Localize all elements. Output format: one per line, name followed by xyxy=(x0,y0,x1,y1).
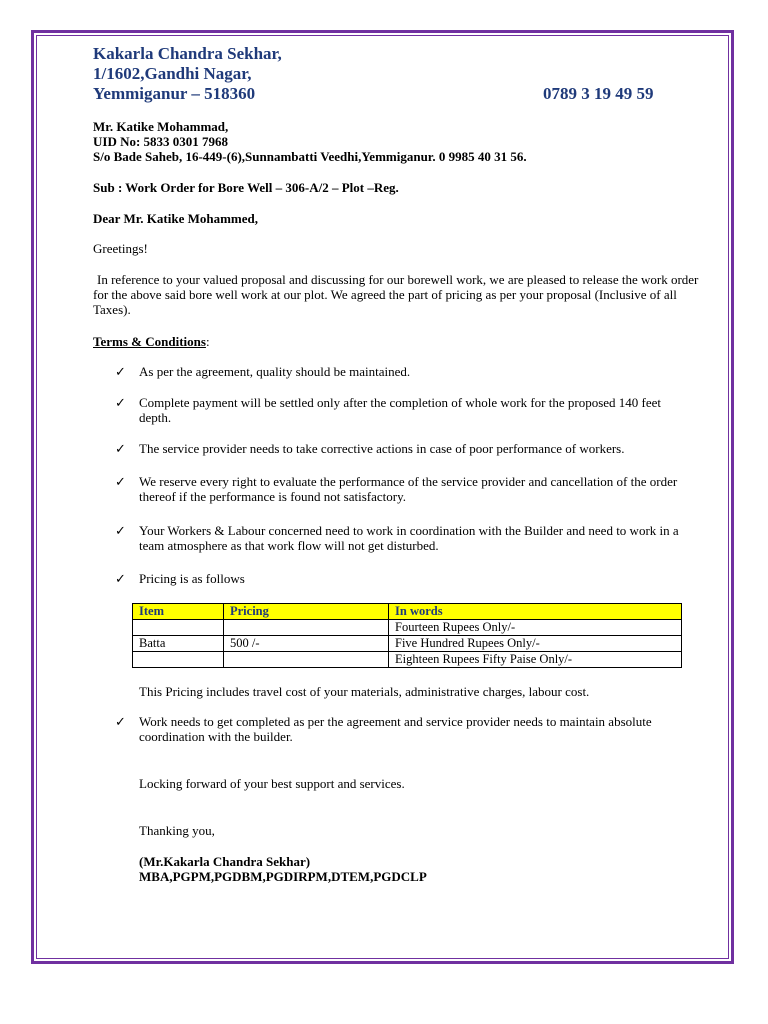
intro-paragraph: In reference to your valued proposal and discussing for our borewell work, we are pleased to release the work order for the above said bore well work at our plot. We agreed the part of pricing as per your proposal (Inclusive of all Taxes). xyxy=(93,272,699,317)
terms-heading-text: Terms & Conditions xyxy=(93,334,206,349)
sender-name: Kakarla Chandra Sekhar, xyxy=(93,44,282,63)
pricing-note: This Pricing includes travel cost of your materials, administrative charges, labour cost. xyxy=(139,684,590,699)
table-cell xyxy=(224,620,389,636)
check-icon: ✓ xyxy=(115,395,126,410)
term-item-5: Your Workers & Labour concerned need to work in coordination with the Builder and need to work in a team atmosphere as that work flow will not get disturbed. xyxy=(139,523,679,553)
check-icon: ✓ xyxy=(115,523,126,538)
term-item-2: Complete payment will be settled only after the completion of whole work for the proposed 140 feet depth. xyxy=(139,395,662,425)
table-cell: Fourteen Rupees Only/- xyxy=(389,620,682,636)
check-icon: ✓ xyxy=(115,714,126,729)
pricing-table xyxy=(132,603,682,668)
table-cell: 500 /- xyxy=(224,636,389,652)
term-item-6: Pricing is as follows xyxy=(139,571,245,586)
term-item-3: The service provider needs to take corrective actions in case of poor performance of workers. xyxy=(139,441,625,456)
term-item-1: As per the agreement, quality should be maintained. xyxy=(139,364,411,379)
signature-qualifications: MBA,PGPM,PGDBM,PGDIRPM,DTEM,PGDCLP xyxy=(139,869,427,884)
table-cell: Eighteen Rupees Fifty Paise Only/- xyxy=(389,652,682,668)
greeting: Greetings! xyxy=(93,241,148,256)
salutation: Dear Mr. Katike Mohammed, xyxy=(93,211,259,226)
recipient-address: S/o Bade Saheb, 16-449-(6),Sunnambatti Veedhi,Yemmiganur. 0 9985 40 31 56. xyxy=(93,149,527,164)
sender-address-line2: Yemmiganur – 518360 xyxy=(93,84,256,103)
terms-heading xyxy=(93,334,210,349)
table-cell: Batta xyxy=(133,636,224,652)
recipient-name: Mr. Katike Mohammad, xyxy=(93,119,229,134)
term-item-final: Work needs to get completed as per the agreement and service provider needs to maintain absolute coordination with the builder. xyxy=(139,714,652,744)
check-icon: ✓ xyxy=(115,364,126,379)
signature-name: (Mr.Kakarla Chandra Sekhar) xyxy=(139,854,311,869)
table-row xyxy=(133,620,682,636)
table-cell: Five Hundred Rupees Only/- xyxy=(389,636,682,652)
recipient-uid: UID No: 5833 0301 7968 xyxy=(93,134,229,149)
table-row xyxy=(133,652,682,668)
table-row xyxy=(133,636,682,652)
term-item-4: We reserve every right to evaluate the performance of the service provider and cancellation of the order thereof if the performance is found not satisfactory. xyxy=(139,474,678,504)
terms-heading-colon: : xyxy=(205,334,210,349)
sender-phone: 0789 3 19 49 59 xyxy=(543,84,654,103)
subject-line: Sub : Work Order for Bore Well – 306-A/2 – Plot –Reg. xyxy=(93,180,399,195)
closing-line: Locking forward of your best support and services. xyxy=(139,776,405,791)
pricing-table-header xyxy=(133,604,682,620)
table-cell xyxy=(224,652,389,668)
table-cell xyxy=(133,620,224,636)
check-icon: ✓ xyxy=(115,474,126,489)
table-header-in-words: In words xyxy=(389,604,682,620)
check-icon: ✓ xyxy=(115,571,126,586)
table-header-item: Item xyxy=(133,604,224,620)
thanking-line: Thanking you, xyxy=(139,823,215,838)
sender-address-line1: 1/1602,Gandhi Nagar, xyxy=(93,64,252,83)
check-icon: ✓ xyxy=(115,441,126,456)
table-cell xyxy=(133,652,224,668)
table-header-pricing: Pricing xyxy=(224,604,389,620)
